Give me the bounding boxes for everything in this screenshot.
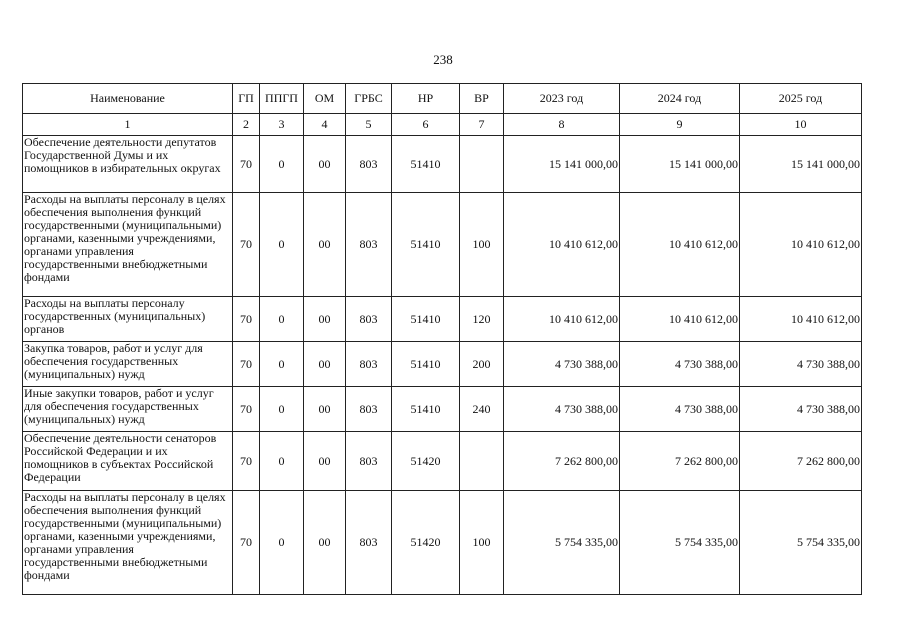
- row-name: Обеспечение деятельности депутатов Государственной Думы и их помощников в избирательных округах: [23, 136, 233, 193]
- cell-grbs: 803: [346, 432, 392, 491]
- header-2025: 2025 год: [740, 84, 862, 114]
- cell-2025: 5 754 335,00: [740, 491, 862, 595]
- cell-2023: 4 730 388,00: [504, 342, 620, 387]
- column-number: 6: [392, 114, 460, 136]
- column-number: 1: [23, 114, 233, 136]
- cell-2024: 10 410 612,00: [620, 193, 740, 297]
- column-number: 2: [233, 114, 260, 136]
- cell-ppgp: 0: [260, 136, 304, 193]
- cell-grbs: 803: [346, 387, 392, 432]
- row-name: Расходы на выплаты персоналу в целях обеспечения выполнения функций государственными (муниципальными) органами, казенными учреждениями, органами управления государственными внебюджетными фондами: [23, 491, 233, 595]
- column-number: 7: [460, 114, 504, 136]
- cell-2023: 10 410 612,00: [504, 193, 620, 297]
- header-name: Наименование: [23, 84, 233, 114]
- header-nr: НР: [392, 84, 460, 114]
- cell-gp: 70: [233, 342, 260, 387]
- cell-gp: 70: [233, 432, 260, 491]
- cell-2023: 10 410 612,00: [504, 297, 620, 342]
- cell-om: 00: [304, 432, 346, 491]
- table-row: [23, 193, 862, 297]
- cell-grbs: 803: [346, 136, 392, 193]
- cell-ppgp: 0: [260, 193, 304, 297]
- row-name: Расходы на выплаты персоналу государственных (муниципальных) органов: [23, 297, 233, 342]
- cell-nr: 51410: [392, 297, 460, 342]
- cell-nr: 51410: [392, 387, 460, 432]
- row-name: Закупка товаров, работ и услуг для обеспечения государственных (муниципальных) нужд: [23, 342, 233, 387]
- header-grbs: ГРБС: [346, 84, 392, 114]
- cell-2023: 15 141 000,00: [504, 136, 620, 193]
- cell-2025: 4 730 388,00: [740, 342, 862, 387]
- row-name: Иные закупки товаров, работ и услуг для обеспечения государственных (муниципальных) нужд: [23, 387, 233, 432]
- header-row: [23, 84, 862, 114]
- column-number: 5: [346, 114, 392, 136]
- cell-vr: 100: [460, 491, 504, 595]
- row-name: Обеспечение деятельности сенаторов Российской Федерации и их помощников в субъектах Российской Федерации: [23, 432, 233, 491]
- cell-nr: 51420: [392, 491, 460, 595]
- budget-table: [22, 83, 862, 595]
- header-ppgp: ППГП: [260, 84, 304, 114]
- header-gp: ГП: [233, 84, 260, 114]
- cell-gp: 70: [233, 297, 260, 342]
- cell-gp: 70: [233, 387, 260, 432]
- cell-2024: 5 754 335,00: [620, 491, 740, 595]
- cell-grbs: 803: [346, 193, 392, 297]
- cell-2025: 7 262 800,00: [740, 432, 862, 491]
- cell-nr: 51410: [392, 193, 460, 297]
- cell-gp: 70: [233, 193, 260, 297]
- cell-nr: 51420: [392, 432, 460, 491]
- header-2023: 2023 год: [504, 84, 620, 114]
- cell-om: 00: [304, 193, 346, 297]
- cell-2024: 10 410 612,00: [620, 297, 740, 342]
- cell-2025: 15 141 000,00: [740, 136, 862, 193]
- column-number: 4: [304, 114, 346, 136]
- column-number-row: [23, 114, 862, 136]
- cell-om: 00: [304, 491, 346, 595]
- table-row: [23, 342, 862, 387]
- cell-2024: 4 730 388,00: [620, 342, 740, 387]
- cell-nr: 51410: [392, 136, 460, 193]
- cell-grbs: 803: [346, 342, 392, 387]
- cell-ppgp: 0: [260, 432, 304, 491]
- cell-grbs: 803: [346, 297, 392, 342]
- cell-2025: 10 410 612,00: [740, 297, 862, 342]
- table-row: [23, 491, 862, 595]
- column-number: 10: [740, 114, 862, 136]
- header-om: ОМ: [304, 84, 346, 114]
- cell-vr: [460, 432, 504, 491]
- header-2024: 2024 год: [620, 84, 740, 114]
- cell-gp: 70: [233, 136, 260, 193]
- cell-vr: 100: [460, 193, 504, 297]
- page-number: 238: [433, 52, 453, 67]
- cell-2024: 4 730 388,00: [620, 387, 740, 432]
- cell-om: 00: [304, 387, 346, 432]
- cell-2025: 4 730 388,00: [740, 387, 862, 432]
- cell-2024: 15 141 000,00: [620, 136, 740, 193]
- cell-2023: 7 262 800,00: [504, 432, 620, 491]
- cell-om: 00: [304, 342, 346, 387]
- table-row: [23, 387, 862, 432]
- cell-nr: 51410: [392, 342, 460, 387]
- cell-ppgp: 0: [260, 342, 304, 387]
- header-vr: ВР: [460, 84, 504, 114]
- table-row: [23, 432, 862, 491]
- cell-2023: 4 730 388,00: [504, 387, 620, 432]
- cell-vr: 120: [460, 297, 504, 342]
- cell-2024: 7 262 800,00: [620, 432, 740, 491]
- cell-2023: 5 754 335,00: [504, 491, 620, 595]
- column-number: 8: [504, 114, 620, 136]
- cell-ppgp: 0: [260, 387, 304, 432]
- row-name: Расходы на выплаты персоналу в целях обеспечения выполнения функций государственными (муниципальными) органами, казенными учреждениями, органами управления государственными внебюджетными фондами: [23, 193, 233, 297]
- cell-vr: 240: [460, 387, 504, 432]
- cell-vr: [460, 136, 504, 193]
- cell-grbs: 803: [346, 491, 392, 595]
- table-row: [23, 136, 862, 193]
- cell-om: 00: [304, 297, 346, 342]
- column-number: 3: [260, 114, 304, 136]
- cell-ppgp: 0: [260, 491, 304, 595]
- cell-ppgp: 0: [260, 297, 304, 342]
- cell-vr: 200: [460, 342, 504, 387]
- cell-gp: 70: [233, 491, 260, 595]
- table-row: [23, 297, 862, 342]
- column-number: 9: [620, 114, 740, 136]
- cell-om: 00: [304, 136, 346, 193]
- cell-2025: 10 410 612,00: [740, 193, 862, 297]
